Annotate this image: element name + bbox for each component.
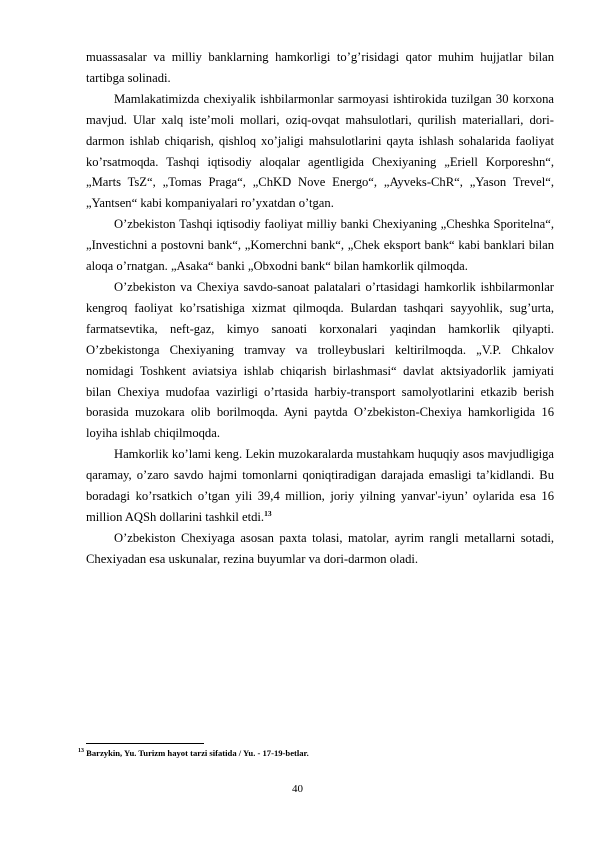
footnote-text: Barzykin, Yu. Turizm hayot tarzi sifatida / Yu. - 17-19-betlar. — [84, 748, 309, 758]
paragraph-2: Mamlakatimizda chexiyalik ishbilarmonlar sarmoyasi ishtirokida tuzilgan 30 korxona mavjud. Ular xalq iste’moli mollari, oziq-ovqat mahsulotlari, qurilish materiallari, dori-darmon ishlab chiqarish, qishloq xo’jaligi mahsulotlarini qayta ishlash sohalarida faoliyat ko’rsatmoqda. Tashqi iqtisodiy aloqalar agentligida Chexiyaning „Eriell Korporeshn“, „Marts TsZ“, „Tomas Praga“, „ChKD Nove Energo“, „Ayveks-ChR“, „Yason Trevel“, „Yantsen“ kabi kompaniyalari ro’yxatdan o’tgan. — [86, 91, 554, 211]
paragraph-4: O’zbekiston va Chexiya savdo-sanoat palatalari o’rtasidagi hamkorlik ishbilarmonlar kengroq faoliyat ko’rsatishiga xizmat qilmoqda. Bulardan tashqari sayyohlik, sug’urta, farmatsevtika, neft-gaz, kimyo sanoati korxonalari yaqindan hamkorlik qilyapti. O’zbekistonga Chexiyaning tramvay va trolleybuslari keltirilmoqda. „V.P. Chkalov nomidagi Toshkent aviatsiya ishlab chiqarish birlashmasi“ davlat aktsiyadorlik jamiyati bilan Chexiya mudofaa vazirligi o’rtasida harbiy-transport samolyotlarini etkazib berish borasida muzokara olib borilmoqda. Ayni paytda O’zbekiston-Chexiya hamkorligida 16 loyiha ishlab chiqilmoqda. — [86, 279, 554, 441]
footnote-number: 13 — [78, 748, 84, 755]
page-number: 40 — [292, 783, 303, 795]
page-body — [86, 47, 554, 570]
paragraph-6: O’zbekiston Chexiyaga asosan paxta tolasi, matolar, ayrim rangli metallarni sotadi, Chexiyadan esa uskunalar, rezina buyumlar va dori-darmon oladi. — [86, 530, 554, 566]
footnote — [78, 748, 558, 759]
paragraph-1: muassasalar va milliy banklarning hamkorligi to’g’risidagi qator muhim hujjatlar bilan tartibga solinadi. — [86, 50, 554, 85]
footnote-reference[interactable]: 13 — [264, 508, 272, 518]
footnote-separator — [86, 743, 204, 744]
paragraph-5: Hamkorlik ko’lami keng. Lekin muzokaralarda mustahkam huquqiy asos mavjudligiga qaramay, o’zaro savdo hajmi tomonlarni qoniqtiradigan darajada emasligi ta’kidlandi. Bu boradagi ko’rsatkich o’tgan yili 39,4 million, joriy yilning yanvar'-iyun’ oylarida esa 16 million AQSh dollarini tashkil etdi.$^{13}$ — [86, 447, 554, 524]
paragraph-3: O’zbekiston Tashqi iqtisodiy faoliyat milliy banki Chexiyaning „Cheshka Sporitelna“, „Investichni a postovni bank“, „Komerchni bank“, „Chek eksport bank“ kabi banklari bilan aloqa o’rnatgan. „Asaka“ banki „Obxodni bank“ bilan hamkorlik qilmoqda. — [86, 217, 554, 274]
